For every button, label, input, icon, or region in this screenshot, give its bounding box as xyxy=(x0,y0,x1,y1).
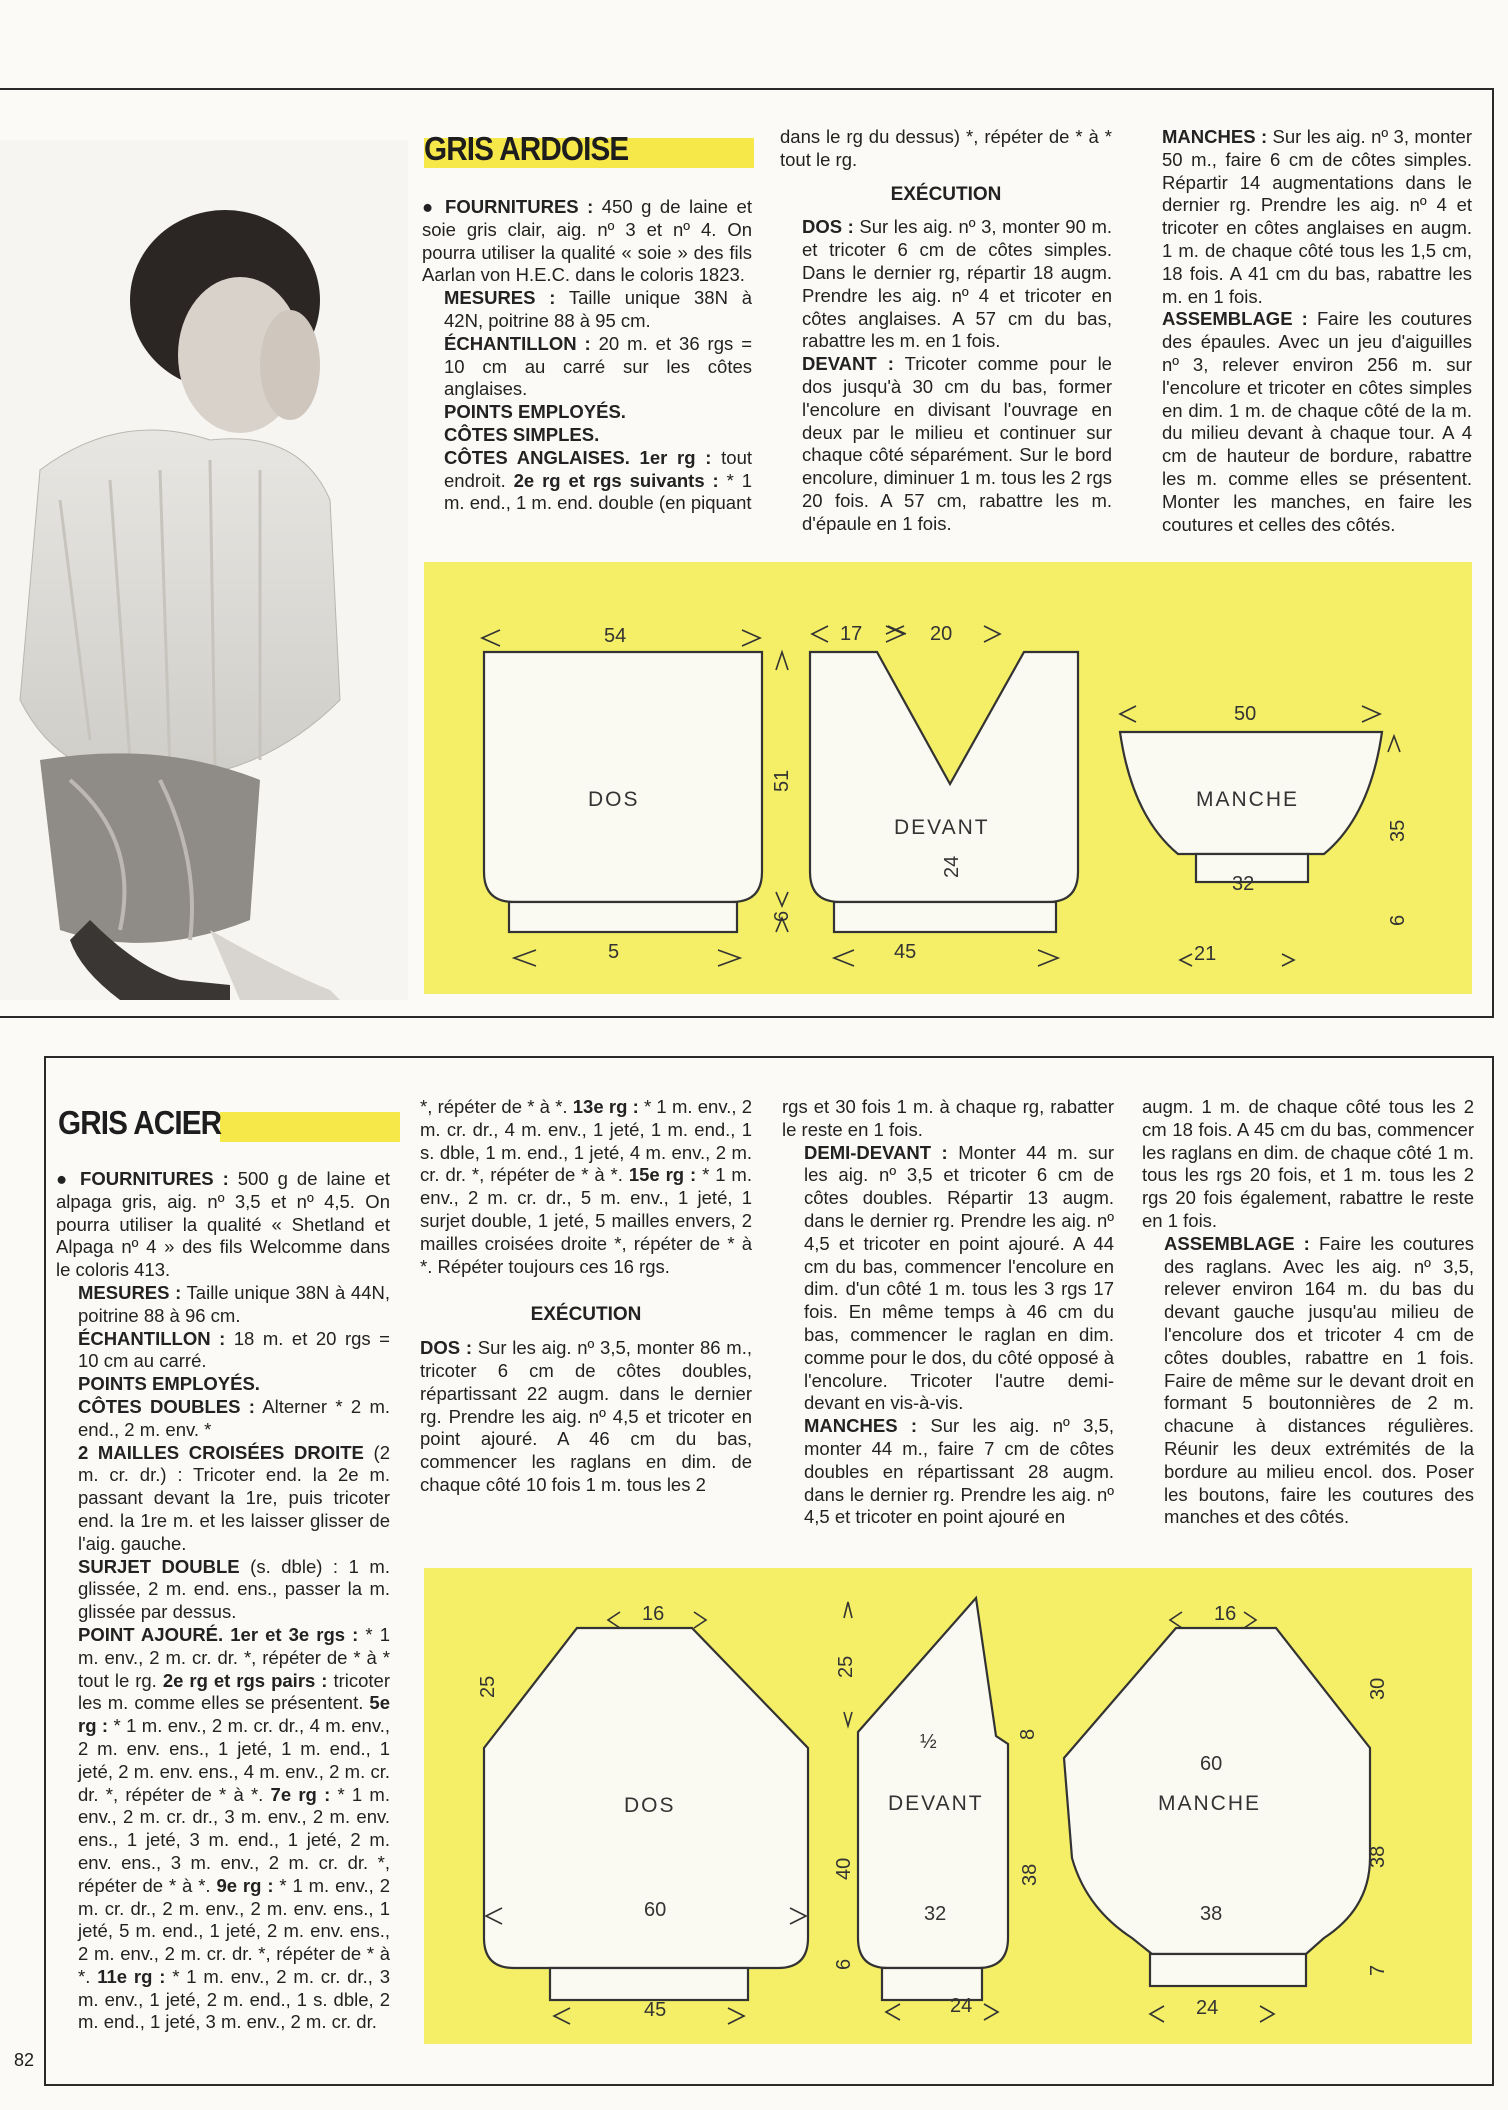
body-text: Alterner * 2 m. end., 2 m. env. * xyxy=(78,1395,391,1440)
bold-lead: 2e rg et rgs suivants : xyxy=(513,469,719,491)
dos-label: DOS xyxy=(588,788,640,811)
manche-label-2: MANCHE xyxy=(1158,1792,1262,1815)
body-text: (s. dble) : 1 m. glissée, 2 m. end. ens., passer la m. glissée par dessus. xyxy=(78,1555,390,1623)
bottom-column-2 xyxy=(420,1096,752,1497)
manche-cuff: 32 xyxy=(1232,873,1255,895)
bold-lead: ● FOURNITURES : xyxy=(56,1168,229,1189)
section-heading: EXÉCUTION xyxy=(890,183,1002,205)
body-text: rgs et 30 fois 1 m. à chaque rg, rabatter le reste en 1 fois. xyxy=(782,1096,1114,1140)
body-text: Taille unique 38N à 44N, poitrine 88 à 96 cm. xyxy=(78,1281,390,1326)
dos-raglan-2: 25 xyxy=(477,1675,499,1698)
bold-lead: 15e rg : xyxy=(628,1164,697,1186)
body-text: * 1 m. env., 2 m. cr. dr., 3 m. env., 2 m. env. ens., 1 jeté, 3 m. end., 1 jeté, 2 m. env. ens., 3 m. env., 2 m. cr. dr. *, répéter de * à *. xyxy=(78,1783,390,1896)
paragraph xyxy=(422,333,752,401)
devant-rib: 6 xyxy=(833,1958,855,1970)
paragraph xyxy=(56,1556,390,1624)
devant-side: 38 xyxy=(1019,1863,1041,1886)
devant-neck-2: 8 xyxy=(1017,1728,1039,1740)
title-highlight xyxy=(220,1112,400,1142)
body-text: *, répéter de * à *. xyxy=(420,1096,573,1117)
body-text: augm. 1 m. de chaque côté tous les 2 cm 18 fois. A 45 cm du bas, commencer les raglans en dim. de chaque côté 1 m. tous les rgs 20 fois, et 1 m. tous les 2 rgs 20 fois également, rabattre le reste en 1 fois. xyxy=(1142,1096,1474,1231)
page-number: 82 xyxy=(14,2050,35,2070)
bold-lead: MESURES : xyxy=(444,287,556,309)
paragraph xyxy=(782,1415,1114,1529)
manche-width-2: 60 xyxy=(1200,1753,1223,1775)
dos-height: 51 xyxy=(771,769,793,792)
devant-depth: 24 xyxy=(941,855,963,878)
bold-lead: POINTS EMPLOYÉS. xyxy=(444,401,626,423)
bold-lead: CÔTES DOUBLES : xyxy=(78,1395,255,1417)
bold-lead: ● FOURNITURES : xyxy=(422,196,594,217)
manche-piece-2 xyxy=(1064,1603,1389,2022)
top-column-3 xyxy=(1140,126,1472,536)
devant-shoulder: 17 xyxy=(840,623,863,645)
bold-lead: 7e rg : xyxy=(270,1783,331,1805)
paragraph xyxy=(56,1624,390,2034)
paragraph xyxy=(780,353,1112,535)
bold-lead: DEMI-DEVANT : xyxy=(804,1141,948,1163)
devant-piece-2 xyxy=(833,1598,1041,2020)
body-text: 500 g de laine et alpaga gris, aig. nº 3,5 et nº 4,5. On pourra utiliser la qualité « Shetland et Alpaga nº 4 » des fils Welcomme dans le coloris 413. xyxy=(56,1168,390,1281)
devant-width-2: 32 xyxy=(924,1903,947,1925)
paragraph xyxy=(56,1328,390,1374)
body-text: Faire les coutures des épaules. Avec un jeu d'aiguilles nº 3, relever environ 256 m. sur l'encolure et tricoter en côtes simples en dim. 1 m. de chaque côté de la m. du milieu devant à chaque tour. A 4 cm de hauteur de bordure, rabattre les m. comme elles se présentent. Monter les manches, en faire les coutures et celles des côtés. xyxy=(1162,308,1472,535)
bold-lead: 5e rg : xyxy=(78,1692,390,1737)
top-column-1 xyxy=(422,196,752,515)
manche-height: 35 xyxy=(1387,819,1409,842)
devant-raglan: 25 xyxy=(835,1655,857,1678)
paragraph xyxy=(1142,1096,1474,1233)
section-heading: EXÉCUTION xyxy=(530,1304,642,1326)
body-text: Sur les aig. nº 3, monter 90 m. et tricoter 6 cm de côtes simples. Dans le dernier rg, répartir 18 augm. Prendre les aig. nº 4 et tricoter en côtes anglaises. A 57 cm du bas, rabattre les m. en 1 fois. xyxy=(802,216,1112,352)
body-text: Sur les aig. nº 3,5, monter 44 m., faire 7 cm de côtes doubles en répartissant 28 augm. dans le dernier rg. Prendre les aig. nº 4,5 et tricoter en point ajouré en xyxy=(804,1415,1114,1528)
dos-top-2: 16 xyxy=(642,1603,665,1625)
bold-lead: 9e rg : xyxy=(216,1874,274,1896)
bold-lead: DOS : xyxy=(802,216,854,238)
bold-lead: ÉCHANTILLON : xyxy=(444,332,591,354)
paragraph xyxy=(1142,1233,1474,1529)
body-text: Taille unique 38N à 42N, poitrine 88 à 95 cm. xyxy=(444,287,752,331)
top-column-2 xyxy=(780,126,1112,536)
body-text: * 1 m. end., 1 m. end. double (en piquant xyxy=(444,469,752,514)
paragraph xyxy=(1140,126,1472,308)
manche-rib: 6 xyxy=(1387,914,1409,926)
body-text: * 1 m. env., 2 m. cr. dr., 2 m. env., 2 m. env. ens., 1 jeté, 5 m. end., 1 jeté, 2 m. env. ens., 2 m. env., 2 m. cr. dr. *, répéter de * à *. xyxy=(78,1874,390,1987)
bold-lead: SURJET DOUBLE xyxy=(78,1555,240,1577)
paragraph xyxy=(56,1373,390,1396)
bold-lead: 2e rg et rgs pairs : xyxy=(162,1669,328,1691)
devant-label: DEVANT xyxy=(894,816,990,839)
col2-intro: dans le rg du dessus) *, répéter de * à * tout le rg. xyxy=(780,126,1112,170)
dos-piece xyxy=(482,625,793,966)
body-text: (2 m. cr. dr.) : Tricoter end. la 2e m. passant devant la 1re, puis tricoter end. la 1re m. et les laisser glisser de l'aig. gauche. xyxy=(78,1441,390,1554)
manche-height-2: 38 xyxy=(1367,1845,1389,1868)
paragraph xyxy=(422,401,752,424)
paragraph xyxy=(780,216,1112,353)
body-text: * 1 m. env., 2 m. cr. dr., 3 m. env., 1 jeté, 2 m. end., 1 s. dble, 2 m. end., 1 jeté, 3 m. env., 2 m. cr. dr. xyxy=(78,1965,390,2033)
bottom-column-3 xyxy=(782,1096,1114,1529)
bottom-column-4 xyxy=(1142,1096,1474,1529)
bold-lead: POINT AJOURÉ. 1er et 3e rgs : xyxy=(78,1623,359,1645)
manche-label: MANCHE xyxy=(1196,788,1300,811)
body-text: Faire les coutures des raglans. Avec les aig. nº 3,5, relever environ 164 m. du bas du devant gauche jusqu'au milieu de l'encolure dos et tricoter 4 cm de côtes doubles, rabattre en 1 fois. Faire de même sur le devant droit en formant 5 boutonnières de 2 m. chacune à distances régulières. Réunir les deux extrémités de la bordure au milieu encol. dos. Poser les boutons, faire les coutures des manches et des côtés. xyxy=(1164,1232,1474,1528)
devant-half: ½ xyxy=(920,1731,937,1753)
bold-lead: CÔTES ANGLAISES. 1er rg : xyxy=(444,446,712,468)
bold-lead: DOS : xyxy=(420,1337,472,1359)
body-text: * 1 m. env., 2 m. cr. dr., 4 m. env., 1 jeté, 1 m. end., 1 s. dble, 1 m. end., 1 jeté, 4 m. env., 2 m. cr. dr. *, répéter de * à *. xyxy=(420,1096,752,1186)
devant-bottom: 45 xyxy=(894,941,917,963)
top-schematic xyxy=(424,562,1472,994)
bold-lead: POINTS EMPLOYÉS. xyxy=(78,1373,260,1395)
manche-top: 50 xyxy=(1234,703,1257,725)
pattern-title: GRIS ACIER xyxy=(58,1104,222,1141)
body-text: 18 m. et 20 rgs = 10 cm au carré. xyxy=(78,1327,390,1372)
dos-width: 54 xyxy=(604,625,627,647)
devant-label-2: DEVANT xyxy=(888,1792,984,1815)
bold-lead: ASSEMBLAGE : xyxy=(1162,308,1308,330)
paragraph xyxy=(56,1282,390,1328)
paragraph xyxy=(56,1168,390,1282)
body-text: * 1 m. env., 2 m. cr. dr., 5 m. env., 1 jeté, 1 surjet double, 1 jeté, 5 mailles envers, 2 mailles croisées droite *, répéter de * à *. Répéter toujours ces 16 rgs. xyxy=(420,1164,752,1277)
manche-bottom-2: 24 xyxy=(1196,1997,1219,2019)
paragraph xyxy=(420,1096,752,1278)
paragraph xyxy=(420,1337,752,1497)
manche-raglan-2: 30 xyxy=(1367,1677,1389,1700)
paragraph xyxy=(422,447,752,515)
body-text: * 1 m. env., 2 m. cr. dr. *, répéter de * à * tout le rg. xyxy=(78,1623,390,1691)
body-text: 450 g de laine et soie gris clair, aig. nº 3 et nº 4. On pourra utiliser la qualité « soie » des fils Aarlan von H.E.C. dans le coloris 1823. xyxy=(422,196,752,286)
bold-lead: MESURES : xyxy=(78,1281,182,1303)
devant-bottom-2: 24 xyxy=(950,1995,973,2017)
bottom-column-1 xyxy=(56,1168,390,2034)
paragraph xyxy=(782,1096,1114,1142)
paragraph xyxy=(782,1142,1114,1416)
bold-lead: MANCHES : xyxy=(804,1415,918,1437)
bold-lead: 2 MAILLES CROISÉES DROITE xyxy=(78,1441,364,1463)
body-text: tout endroit. xyxy=(444,446,752,491)
body-text: 20 m. et 36 rgs = 10 cm au carré sur les côtes anglaises. xyxy=(444,332,752,400)
bold-lead: 11e rg : xyxy=(97,1965,166,1987)
dos-piece-2 xyxy=(477,1603,808,2024)
manche-top-2: 16 xyxy=(1214,1603,1237,1625)
devant-neck: 20 xyxy=(930,623,953,645)
dos-rib: 6 xyxy=(771,910,793,922)
bold-lead: DEVANT : xyxy=(802,353,894,375)
manche-rib-2: 7 xyxy=(1367,1964,1389,1976)
paragraph xyxy=(56,1396,390,1442)
manche-piece xyxy=(1120,703,1409,966)
paragraph xyxy=(422,196,752,287)
devant-piece xyxy=(810,623,1078,966)
manche-bottom: 21 xyxy=(1194,943,1217,965)
body-text: Tricoter comme pour le dos jusqu'à 30 cm du bas, former l'encolure en divisant l'ouvrage en deux par le milieu et continuer sur chaque côté séparément. Sur le bord encolure, diminuer 1 m. tous les 2 rgs 20 fois. A 57 cm, rabattre les m. d'épaule en 1 fois. xyxy=(802,353,1112,534)
dos-width-2: 60 xyxy=(644,1899,667,1921)
manche-cuff-2: 38 xyxy=(1200,1903,1223,1925)
body-text: tricoter les m. comme elles se présentent. xyxy=(78,1669,390,1714)
bold-lead: CÔTES SIMPLES. xyxy=(444,423,600,445)
dos-label-2: DOS xyxy=(624,1794,676,1817)
bold-lead: ASSEMBLAGE : xyxy=(1164,1232,1310,1254)
dos-bottom-2: 45 xyxy=(644,1999,667,2021)
bottom-schematic xyxy=(424,1568,1472,2044)
bold-lead: MANCHES : xyxy=(1162,126,1268,147)
bold-lead: 13e rg : xyxy=(572,1096,639,1117)
devant-height: 40 xyxy=(833,1857,855,1880)
body-text: Sur les aig. nº 3, monter 50 m., faire 6 cm de côtes simples. Répartir 14 augmentations dans le dernier rg. Prendre les aig. nº 4 et tricoter en côtes anglaises en augm. 1 m. de chaque côté tous les 1,5 cm, 18 fois. A 41 cm du bas, rabattre les m. en 1 fois. xyxy=(1162,126,1472,307)
dos-bottom: 5 xyxy=(608,941,620,963)
body-text: Sur les aig. nº 3,5, monter 86 m., tricoter 6 cm de côtes doubles, répartissant 22 augm. dans le dernier rg. Prendre les aig. nº 4,5 et tricoter en point ajouré. A 46 cm du bas, commencer les raglans en dim. de chaque côté 10 fois 1 m. tous les 2 xyxy=(420,1337,752,1495)
pattern-title: GRIS ARDOISE xyxy=(424,130,629,167)
paragraph xyxy=(56,1442,390,1556)
paragraph xyxy=(1140,308,1472,536)
model-photo xyxy=(0,140,408,1000)
bold-lead: ÉCHANTILLON : xyxy=(78,1327,226,1349)
paragraph xyxy=(422,424,752,447)
paragraph xyxy=(422,287,752,333)
body-text: * 1 m. env., 2 m. cr. dr., 4 m. env., 2 m. env. ens., 1 jeté, 1 m. end., 1 jeté, 2 m. env. ens., 4 m. env., 2 m. cr. dr. *, répéter de * à *. xyxy=(78,1715,390,1805)
body-text: Monter 44 m. sur les aig. nº 3,5 et tricoter 6 cm de côtes doubles. Répartir 13 augm. dans le dernier rg. Prendre les aig. nº 4,5 et tricoter en point ajouré. A 44 cm du bas, commencer l'encolure en dim. d'un côté 1 m. tous les 3 rgs 17 fois. En même temps à 46 cm du bas, commencer le raglan en dim. comme pour le dos, du côté opposé à l'encolure. Tricoter l'autre demi-devant en vis-à-vis. xyxy=(804,1141,1114,1414)
